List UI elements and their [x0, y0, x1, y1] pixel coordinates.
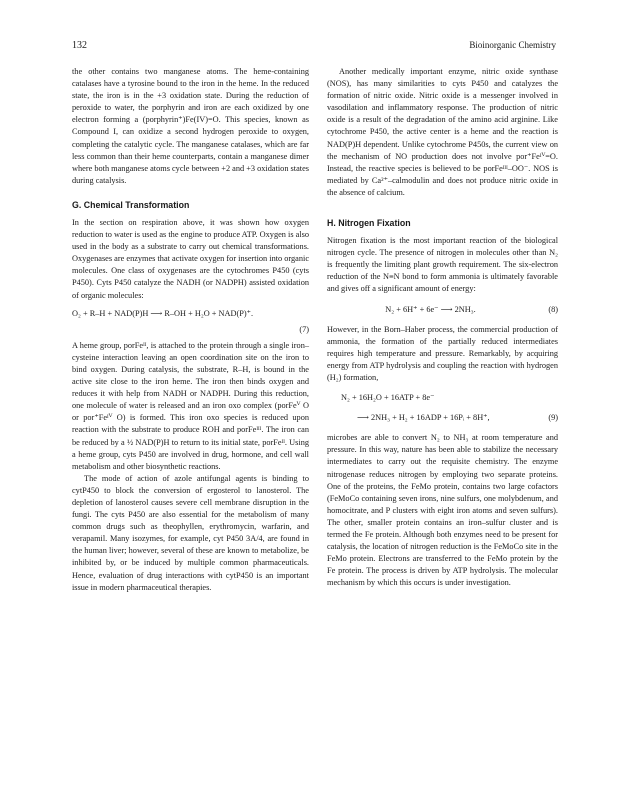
section-heading-nitrogen-fixation: H. Nitrogen Fixation: [327, 218, 411, 229]
paragraph-nitrogenase: microbes are able to convert N₂ to NH₃ at room temperature and pressure. In this way, nature has been able to stabilize the necessary intermediates to carry out the requisite chemistry. The enzyme nitrogenase reduces nitrogen by employing two separate proteins. One of the proteins, the FeMo protein, contains two large cofactors (FeMoCo containing seven irons, nine sulfurs, one molybdenum, and homocitrate, and P clusters with eight iron atoms and seven sulfurs). The other, smaller protein contains an iron–sulfur cluster and is termed the Fe protein. Although both enzymes need to be present for catalysis, the location of nitrogen reduction is the FeMoCo site in the FeMo protein. Electrons are transferred to the FeMo protein by the Fe protein. The process is driven by ATP hydrolysis. The molecular mechanism by which this occurs is under investigation.: [327, 433, 558, 588]
paragraph-nitric-oxide-synthase: Another medically important enzyme, nitric oxide synthase (NOS), has many similarities to cyts P450 and catalyzes the formation of nitric oxide. Nitric oxide is a messenger involved in vasodilation and inflammatory response. The production of nitric oxide is a result of the degradation of the amino acid arginine. Like cytochrome P450, the active center is a heme and the reaction is NAD(P)H dependent. Unlike cytochrome P450s, the current view on the mechanism of NO production does not involve por⁺Feᴵⱽ=O. Instead, the reactive species is believed to be porFeᴵᴵᴵ–OO⁻. NOS is mediated by Ca²⁺–calmodulin and does not produce nitric oxide in the absence of calcium.: [327, 67, 558, 197]
right-column: [327, 66, 558, 589]
equation-9: [327, 392, 558, 424]
paragraph-nitrogen-cycle: Nitrogen fixation is the most important reaction of the biological nitrogen cycle. The presence of nitrogen in molecules other than N₂ is frequently the limiting plant growth requirement. The six-electron reduction of the N≡N bond to form ammonia is ultimately favorable and gives off a significant amount of energy:: [327, 236, 558, 294]
left-column: [72, 66, 309, 594]
equation-9-line-2: ⟶ 2NH₃ + H₂ + 16ADP + 16Pᵢ + 8H⁺,: [357, 413, 490, 423]
equation-7-expression: O₂ + R–H + NAD(P)H ⟶ R–OH + H₂O + NAD(P)⁺.: [72, 308, 254, 318]
equation-8-expression: N₂ + 6H⁺ + 6e⁻ ⟶ 2NH₃.: [385, 304, 476, 314]
paragraph-born-haber: However, in the Born–Haber process, the commercial production of ammonia, the formation of the partially reduced intermediates requires high temperature and pressure. Remarkably, by acquiring energy from ATP hydrolysis and coupling the reaction with hydrogen (H₂) formation,: [327, 324, 558, 382]
page-number: 132: [72, 40, 87, 51]
paragraph-catalases: the other contains two manganese atoms. The heme-containing catalases have a tyrosine bound to the iron in the heme. In the reduced state, the iron is in the +3 oxidation state. During the reduction of peroxide to water, the porphyrin and iron are each oxidized by one electron forming a (porphyrin⁺)Fe(IV)=O. This species, known as Compound I, can oxidize a second hydrogen peroxide to oxygen, completing the catalytic cycle. The manganese catalases, which are far less common than their heme counterparts, contain a manganese dimer where both manganese atoms cycle between +2 and +3 oxidation states during catalysis.: [72, 67, 309, 185]
paragraph-heme-group: A heme group, porFeᴵᴵ, is attached to the protein through a single iron–cysteine interaction leaving an open coordination site on the iron to bind oxygen. During catalysis, the substrate, R–H, is bound in the active site close to the iron heme. The iron then binds oxygen and reduces it with help from NADH or NADPH. During this reduction, one molecule of water is released and an iron oxo complex (porFeⱽ O or por⁺Feᴵⱽ O) is formed. This iron oxo species is reduced upon reaction with the substrate to produce ROH and porFeᴵᴵᴵ. The iron can be reduced by a ½ NAD(P)H to return to its initial state, porFeᴵᴵ. Using a heme group, cyts P450 are involved in drug, hormone, and cell wall metabolism and other biosynthetic reactions.: [72, 340, 309, 471]
equation-7: [72, 308, 309, 320]
equation-9-number: (9): [548, 413, 558, 423]
paragraph-azole-antifungal: The mode of action of azole antifungal agents is binding to cytP450 to block the conversion of ergosterol to lanosterol. The depletion of lanosterol causes severe cell membrane disruption in the fungi. The cyts P450 are also essential for the metabolism of many common drugs such as theophyllen, erythromycin, warfarin, and verapamil. Many isozymes, for example, cyt P450 3A/4, are found in the human liver; however, several of these are known to metabolize, be inhibited by, or be induced by multiple common pharmaceuticals. Hence, evaluation of drug interactions with cytP450 is an important issue in modern pharmaceutical therapies.: [72, 473, 309, 592]
page-header: [72, 40, 556, 54]
equation-8: [327, 304, 558, 316]
equation-8-number: (8): [548, 304, 558, 314]
equation-9-line-1: N₂ + 16H₂O + 16ATP + 8e⁻: [341, 393, 435, 403]
paragraph-oxygenases: In the section on respiration above, it was shown how oxygen reduction to water is used as the engine to produce ATP. Oxygen is also used in the body as a substrate to carry out chemical transformations. Oxygenases are enzymes that activate oxygen for insertion into organic molecules. One class of oxygenases are the cytochromes P450 (cyts P450). Cyts P450 catalyze the NADH (or NADPH) assisted oxidation of organic molecules:: [72, 217, 309, 300]
section-heading-chemical-transformation: G. Chemical Transformation: [72, 199, 190, 210]
equation-7-number-row: [72, 324, 309, 336]
equation-7-number: (7): [299, 324, 309, 334]
running-head: Bioinorganic Chemistry: [469, 40, 556, 50]
